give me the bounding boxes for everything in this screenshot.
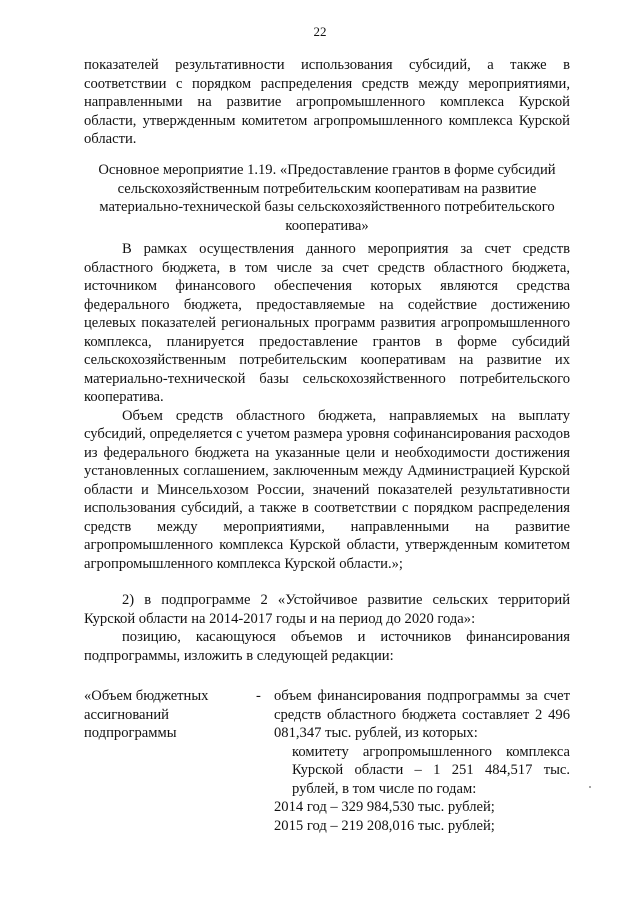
table-line-2: комитету агропромышленного комплекса Курской области – 1 251 484,517 тыс. рублей, в том числе по годам: (292, 743, 570, 797)
table-line-1: объем финансирования подпрограммы за счет средств областного бюджета составляет 2 496 081,347 тыс. рублей, из которых: (274, 688, 570, 741)
table-line-4: 2015 год – 219 208,016 тыс. рублей; (274, 817, 495, 834)
paragraph-4: позицию, касающуюся объемов и источников финансирования подпрограммы, изложить в следующей редакции: (84, 629, 570, 664)
page-number: 22 (313, 24, 327, 39)
table-label: «Объем бюджетных ассигнований подпрограммы (84, 688, 209, 741)
section-heading: Основное мероприятие 1.19. «Предоставление грантов в форме субсидий сельскохозяйственным потребительским кооперативам на развитие материально-технической базы сельскохозяйственного потребительского кооператива» (98, 162, 556, 234)
table-value (274, 687, 570, 835)
scan-speck (589, 786, 591, 788)
paragraph-2: Объем средств областного бюджета, направляемых на выплату субсидий, определяется с учетом размера уровня софинансирования расходов из федерального бюджета на указанные цели и необходимости достижения установленных соглашением, заключенным между Администрацией Курской области и Минсельхозом России, значений показателей результативности использования субсидий, а также в соответствии с порядком распределения средств между мероприятиями, направленными на развитие агропромышленного комплекса Курской области, утвержденным комитетом агропромышленного комплекса Курской области.»; (84, 407, 570, 572)
intro-paragraph: показателей результативности использования субсидий, а также в соответствии с порядком распределения средств между мероприятиями, направленными на развитие агропромышленного комплекса Курской области, утвержденным комитетом агропромышленного комплекса Курской области. (84, 57, 570, 147)
paragraph-3: 2) в подпрограмме 2 «Устойчивое развитие сельских территорий Курской области на 2014-2017 годы и на период до 2020 года»: (84, 592, 570, 627)
table-dash: - (256, 688, 261, 704)
body-section-2 (84, 591, 570, 665)
table-line-3: 2014 год – 329 984,530 тыс. рублей; (274, 799, 495, 815)
paragraph-1: В рамках осуществления данного мероприятия за счет средств областного бюджета, в том числе за счет средств областного бюджета, источником финансового обеспечения которых являются средства федерального бюджета, предоставляемые на содействие достижению целевых показателей региональных программ развития агропромышленного комплекса, планируется предоставление грантов в форме субсидий сельскохозяйственным потребительским кооперативам на развитие их материально-технической базы сельскохозяйственного потребительского кооператива. (84, 241, 570, 405)
body-section-1 (84, 240, 570, 573)
